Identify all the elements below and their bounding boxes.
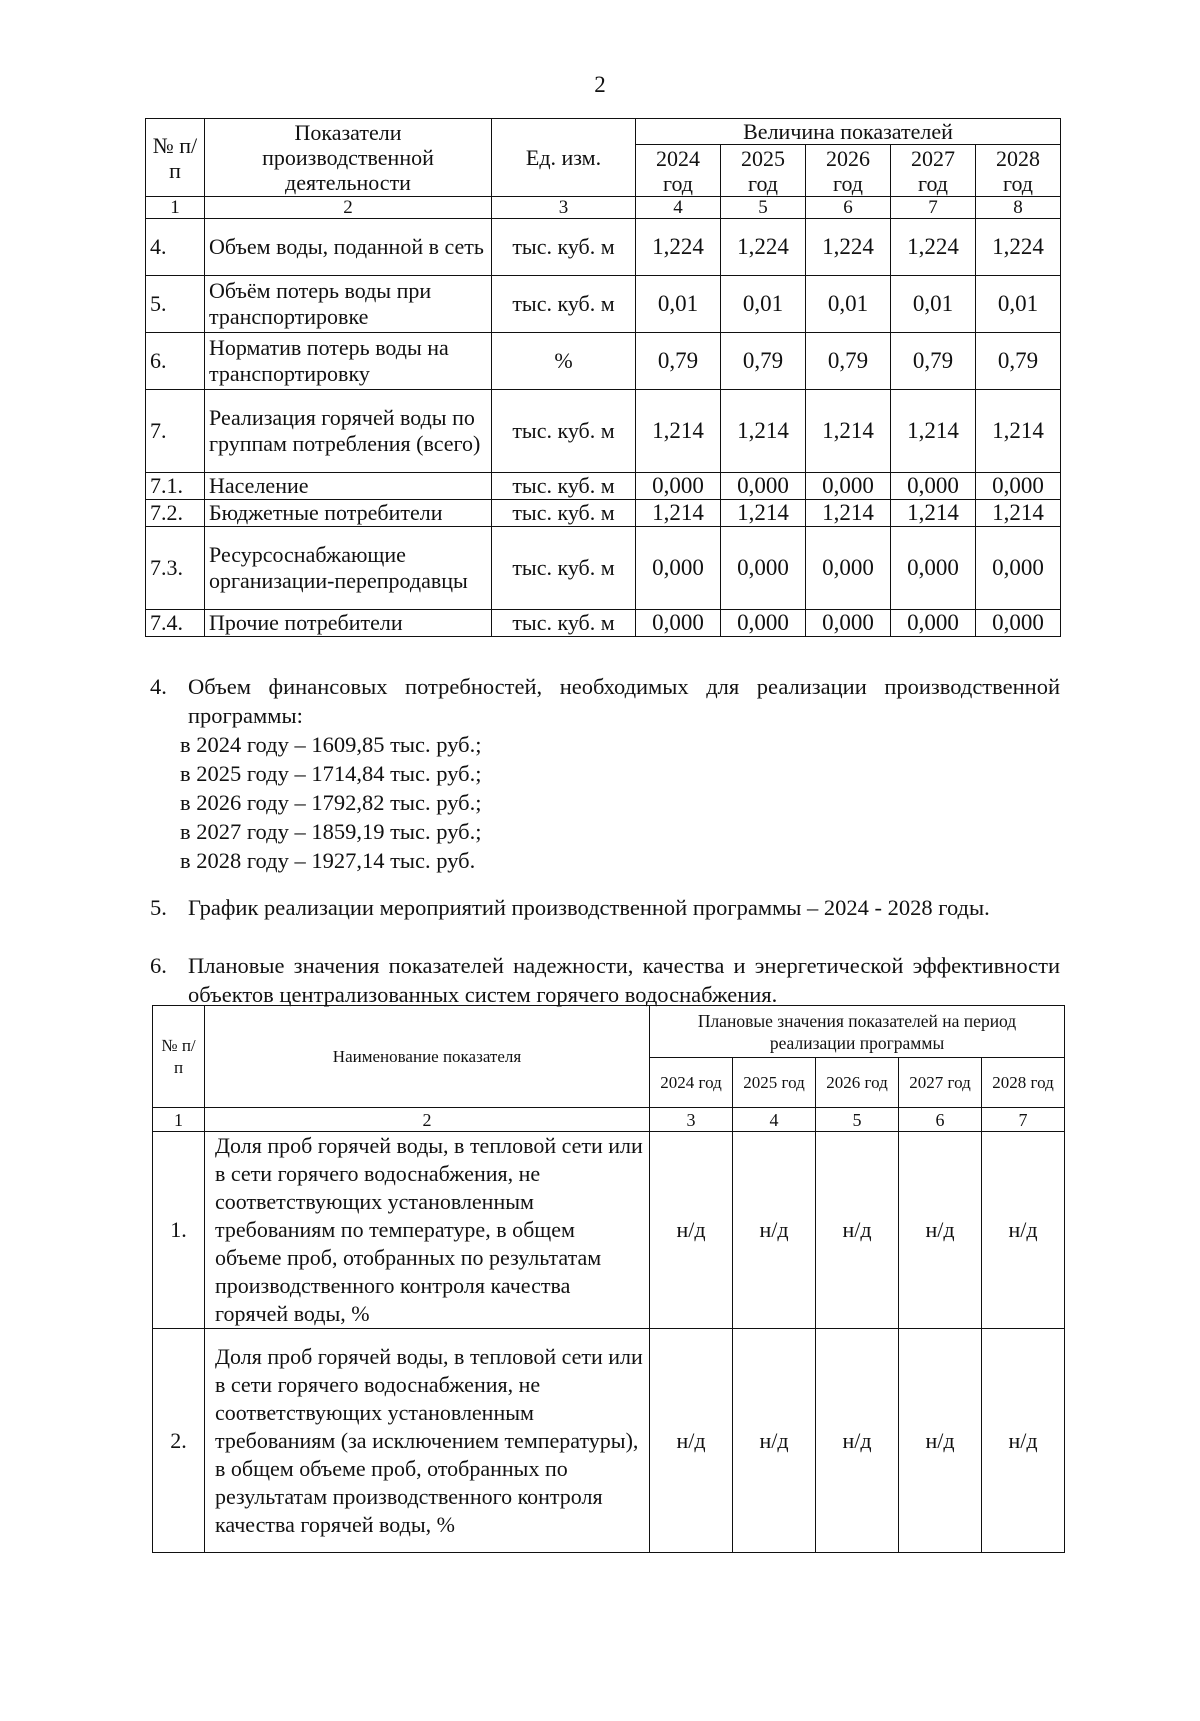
row-value: 0,01 bbox=[806, 276, 891, 333]
header-num: № п/п bbox=[153, 1006, 205, 1108]
row-value: 0,01 bbox=[891, 276, 976, 333]
row-value: 1,214 bbox=[721, 390, 806, 473]
table-row bbox=[146, 219, 1061, 276]
row-num: 4. bbox=[146, 219, 205, 276]
row-value: 0,79 bbox=[891, 333, 976, 390]
header-year: 2028 год bbox=[982, 1058, 1065, 1108]
row-unit: тыс. куб. м bbox=[492, 473, 636, 500]
row-value: 0,000 bbox=[891, 610, 976, 637]
column-number: 6 bbox=[899, 1108, 982, 1132]
column-number: 7 bbox=[982, 1108, 1065, 1132]
page-number: 2 bbox=[594, 72, 606, 97]
row-value: 0,000 bbox=[636, 610, 721, 637]
financial-year-line: в 2028 году – 1927,14 тыс. руб. bbox=[180, 848, 476, 873]
column-number: 5 bbox=[721, 197, 806, 219]
row-unit: тыс. куб. м bbox=[492, 610, 636, 637]
header-values-group: Величина показателей bbox=[636, 119, 1061, 145]
table-row bbox=[146, 610, 1061, 637]
row-value: 0,000 bbox=[636, 473, 721, 500]
table-row bbox=[146, 500, 1061, 527]
row-value: 1,224 bbox=[806, 219, 891, 276]
row-value: 0,000 bbox=[891, 527, 976, 610]
financial-year-line: в 2026 году – 1792,82 тыс. руб.; bbox=[180, 790, 482, 815]
table-row bbox=[146, 527, 1061, 610]
section-text: Плановые значения показателей надежности, качества и энергетической эффективности объектов централизованных систем горячего водоснабжения. bbox=[188, 953, 1060, 1007]
section-number: 4. bbox=[150, 674, 167, 699]
row-value: 0,79 bbox=[636, 333, 721, 390]
row-value: 1,214 bbox=[806, 390, 891, 473]
row-value: 0,000 bbox=[721, 473, 806, 500]
row-num: 1. bbox=[153, 1132, 205, 1329]
column-number: 3 bbox=[650, 1108, 733, 1132]
row-value: н/д bbox=[899, 1329, 982, 1553]
row-value: 0,79 bbox=[806, 333, 891, 390]
row-num: 7.3. bbox=[146, 527, 205, 610]
row-value: 1,224 bbox=[976, 219, 1061, 276]
row-num: 5. bbox=[146, 276, 205, 333]
column-number: 6 bbox=[806, 197, 891, 219]
column-number: 1 bbox=[146, 197, 205, 219]
schedule-section bbox=[150, 893, 1060, 922]
column-number: 7 bbox=[891, 197, 976, 219]
section-text: Объем финансовых потребностей, необходимых для реализации производственной программы: bbox=[188, 674, 1060, 728]
financial-year-line: в 2027 году – 1859,19 тыс. руб.; bbox=[180, 819, 482, 844]
row-name: Норматив потерь воды на транспортировку bbox=[205, 333, 492, 390]
row-value: н/д bbox=[650, 1132, 733, 1329]
section-number: 6. bbox=[150, 953, 167, 978]
row-name: Бюджетные потребители bbox=[205, 500, 492, 527]
row-unit: тыс. куб. м bbox=[492, 219, 636, 276]
section-number: 5. bbox=[150, 895, 167, 920]
header-year: 2028 год bbox=[976, 145, 1061, 197]
header-name: Наименование показателя bbox=[205, 1006, 650, 1108]
row-name: Объём потерь воды при транспортировке bbox=[205, 276, 492, 333]
section-text: График реализации мероприятий производственной программы – 2024 - 2028 годы. bbox=[188, 895, 990, 920]
column-number: 4 bbox=[636, 197, 721, 219]
row-value: н/д bbox=[816, 1329, 899, 1553]
header-year: 2025 год bbox=[721, 145, 806, 197]
row-num: 7.4. bbox=[146, 610, 205, 637]
row-value: 0,01 bbox=[636, 276, 721, 333]
row-unit: % bbox=[492, 333, 636, 390]
row-value: н/д bbox=[982, 1132, 1065, 1329]
header-num: № п/п bbox=[146, 119, 205, 197]
row-unit: тыс. куб. м bbox=[492, 390, 636, 473]
row-value: 0,79 bbox=[976, 333, 1061, 390]
row-value: 1,214 bbox=[806, 500, 891, 527]
column-number: 3 bbox=[492, 197, 636, 219]
column-number: 5 bbox=[816, 1108, 899, 1132]
row-num: 7. bbox=[146, 390, 205, 473]
row-value: н/д bbox=[899, 1132, 982, 1329]
header-group: Плановые значения показателей на период реализации программы bbox=[650, 1006, 1065, 1058]
row-name: Объем воды, поданной в сеть bbox=[205, 219, 492, 276]
header-year: 2026 год bbox=[816, 1058, 899, 1108]
row-value: 0,000 bbox=[721, 527, 806, 610]
row-value: 0,000 bbox=[721, 610, 806, 637]
row-value: 0,000 bbox=[891, 473, 976, 500]
header-year: 2024 год bbox=[650, 1058, 733, 1108]
row-value: 1,214 bbox=[976, 500, 1061, 527]
row-value: 1,224 bbox=[636, 219, 721, 276]
row-name: Доля проб горячей воды, в тепловой сети или в сети горячего водоснабжения, не соответствующих установленным требованиям (за исключением температуры), в общем объеме проб, отобранных по результатам производственного контроля качества горячей воды, % bbox=[205, 1329, 650, 1553]
row-value: 0,000 bbox=[636, 527, 721, 610]
row-value: 0,000 bbox=[806, 610, 891, 637]
row-value: 0,01 bbox=[721, 276, 806, 333]
header-year: 2025 год bbox=[733, 1058, 816, 1108]
column-number: 4 bbox=[733, 1108, 816, 1132]
row-unit: тыс. куб. м bbox=[492, 276, 636, 333]
header-indicator: Показатели производственной деятельности bbox=[205, 119, 492, 197]
row-value: 1,214 bbox=[721, 500, 806, 527]
row-value: 0,000 bbox=[806, 473, 891, 500]
row-value: 0,000 bbox=[976, 527, 1061, 610]
row-unit: тыс. куб. м bbox=[492, 527, 636, 610]
row-num: 7.2. bbox=[146, 500, 205, 527]
row-name: Ресурсоснабжающие организации-перепродавцы bbox=[205, 527, 492, 610]
row-value: 1,224 bbox=[891, 219, 976, 276]
reliability-section bbox=[150, 951, 1060, 1009]
row-value: н/д bbox=[816, 1132, 899, 1329]
row-value: 1,214 bbox=[636, 500, 721, 527]
column-number: 2 bbox=[205, 1108, 650, 1132]
row-value: 0,000 bbox=[806, 527, 891, 610]
row-name: Прочие потребители bbox=[205, 610, 492, 637]
header-year: 2026 год bbox=[806, 145, 891, 197]
row-value: н/д bbox=[982, 1329, 1065, 1553]
row-name: Доля проб горячей воды, в тепловой сети или в сети горячего водоснабжения, не соответствующих установленным требованиям по температуре, в общем объеме проб, отобранных по результатам производственного контроля качества горячей воды, % bbox=[205, 1132, 650, 1329]
table-row bbox=[153, 1132, 1065, 1329]
row-value: 0,000 bbox=[976, 610, 1061, 637]
row-value: 1,214 bbox=[891, 500, 976, 527]
header-year: 2027 год bbox=[899, 1058, 982, 1108]
row-value: 0,01 bbox=[976, 276, 1061, 333]
row-value: н/д bbox=[650, 1329, 733, 1553]
production-indicators-table bbox=[145, 118, 1061, 637]
header-unit: Ед. изм. bbox=[492, 119, 636, 197]
financial-needs-section bbox=[150, 672, 1060, 875]
column-number: 8 bbox=[976, 197, 1061, 219]
row-value: 1,224 bbox=[721, 219, 806, 276]
table-row bbox=[146, 276, 1061, 333]
financial-year-line: в 2024 году – 1609,85 тыс. руб.; bbox=[180, 732, 482, 757]
row-name: Население bbox=[205, 473, 492, 500]
table-row bbox=[146, 390, 1061, 473]
row-value: 1,214 bbox=[891, 390, 976, 473]
reliability-indicators-table bbox=[152, 1005, 1065, 1553]
row-value: н/д bbox=[733, 1132, 816, 1329]
row-unit: тыс. куб. м bbox=[492, 500, 636, 527]
row-value: 0,000 bbox=[976, 473, 1061, 500]
financial-year-line: в 2025 году – 1714,84 тыс. руб.; bbox=[180, 761, 482, 786]
column-number: 1 bbox=[153, 1108, 205, 1132]
row-name: Реализация горячей воды по группам потребления (всего) bbox=[205, 390, 492, 473]
row-value: н/д bbox=[733, 1329, 816, 1553]
row-num: 7.1. bbox=[146, 473, 205, 500]
table-row bbox=[146, 473, 1061, 500]
row-value: 0,79 bbox=[721, 333, 806, 390]
table-row bbox=[153, 1329, 1065, 1553]
table-row bbox=[146, 333, 1061, 390]
header-year: 2027 год bbox=[891, 145, 976, 197]
row-num: 2. bbox=[153, 1329, 205, 1553]
header-year: 2024 год bbox=[636, 145, 721, 197]
row-value: 1,214 bbox=[636, 390, 721, 473]
row-num: 6. bbox=[146, 333, 205, 390]
row-value: 1,214 bbox=[976, 390, 1061, 473]
column-number: 2 bbox=[205, 197, 492, 219]
